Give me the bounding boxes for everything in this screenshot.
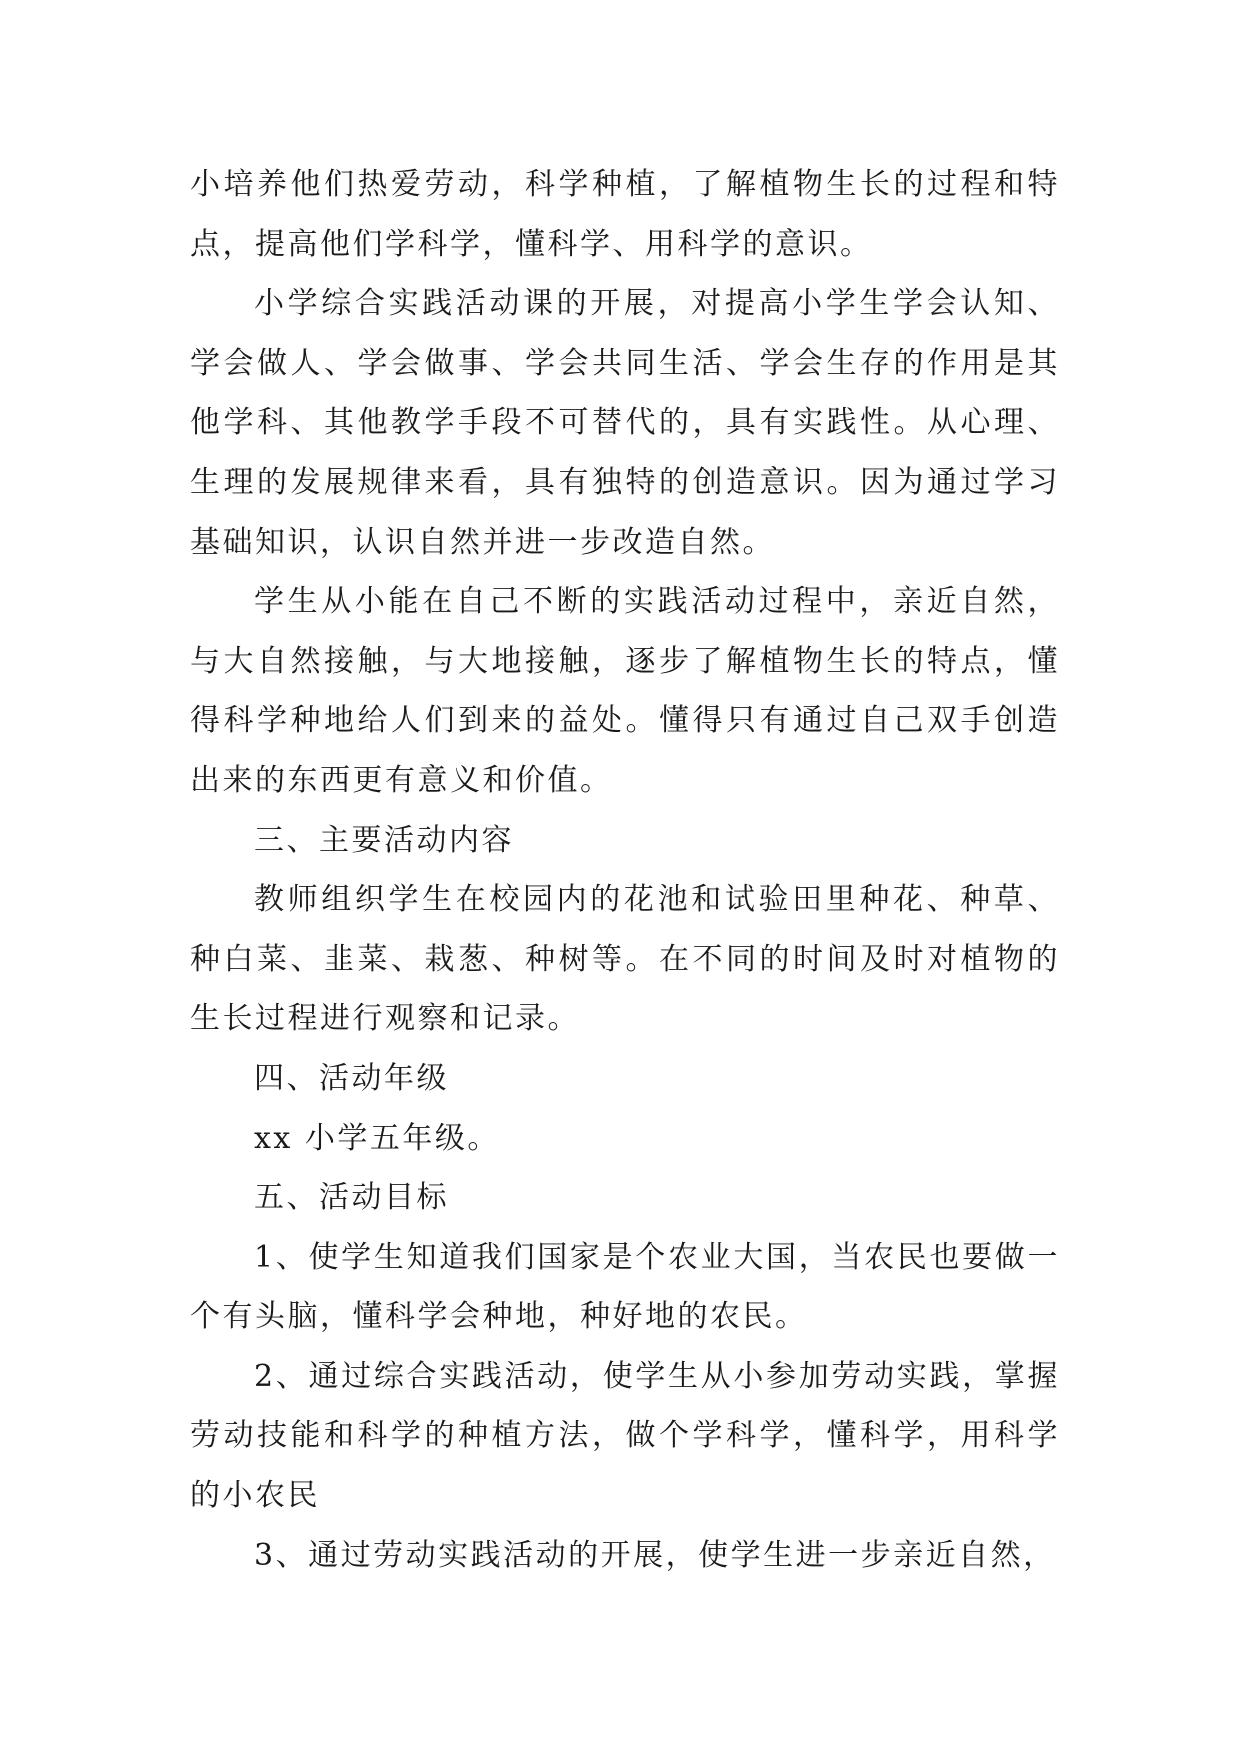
section-heading: 三、主要活动内容 — [254, 822, 514, 858]
section-heading: 四、活动年级 — [254, 1060, 449, 1096]
list-item: 3、通过劳动实践活动的开展，使学生进一步亲近自然， — [254, 1537, 1056, 1573]
section-heading: 五、活动目标 — [254, 1180, 449, 1216]
document-body — [190, 155, 1060, 1585]
list-item: 1、使学生知道我们国家是个农业大国，当农民也要做一个有头脑，懂科学会种地，种好地的农民。 — [190, 1239, 1060, 1335]
paragraph: 教师组织学生在校园内的花池和试验田里种花、种草、种白菜、韭菜、栽葱、种树等。在不同的时间及时对植物的生长过程进行观察和记录。 — [190, 882, 1060, 1037]
paragraph: 学生从小能在自己不断的实践活动过程中，亲近自然，与大自然接触，与大地接触，逐步了解植物生长的特点，懂得科学种地给人们到来的益处。懂得只有通过自己双手创造出来的东西更有意义和价值。 — [190, 584, 1060, 798]
list-item: 2、通过综合实践活动，使学生从小参加劳动实践，掌握劳动技能和科学的种植方法，做个学科学，懂科学，用科学的小农民 — [190, 1358, 1060, 1514]
paragraph: 小学综合实践活动课的开展，对提高小学生学会认知、学会做人、学会做事、学会共同生活、学会生存的作用是其他学科、其他教学手段不可替代的，具有实践性。从心理、生理的发展规律来看，具有独特的创造意识。因为通过学习基础知识，认识自然并进一步改造自然。 — [190, 286, 1060, 560]
paragraph: xx 小学五年级。 — [254, 1120, 500, 1156]
paragraph: 小培养他们热爱劳动，科学种植，了解植物生长的过程和特点，提高他们学科学，懂科学、用科学的意识。 — [190, 167, 1060, 262]
